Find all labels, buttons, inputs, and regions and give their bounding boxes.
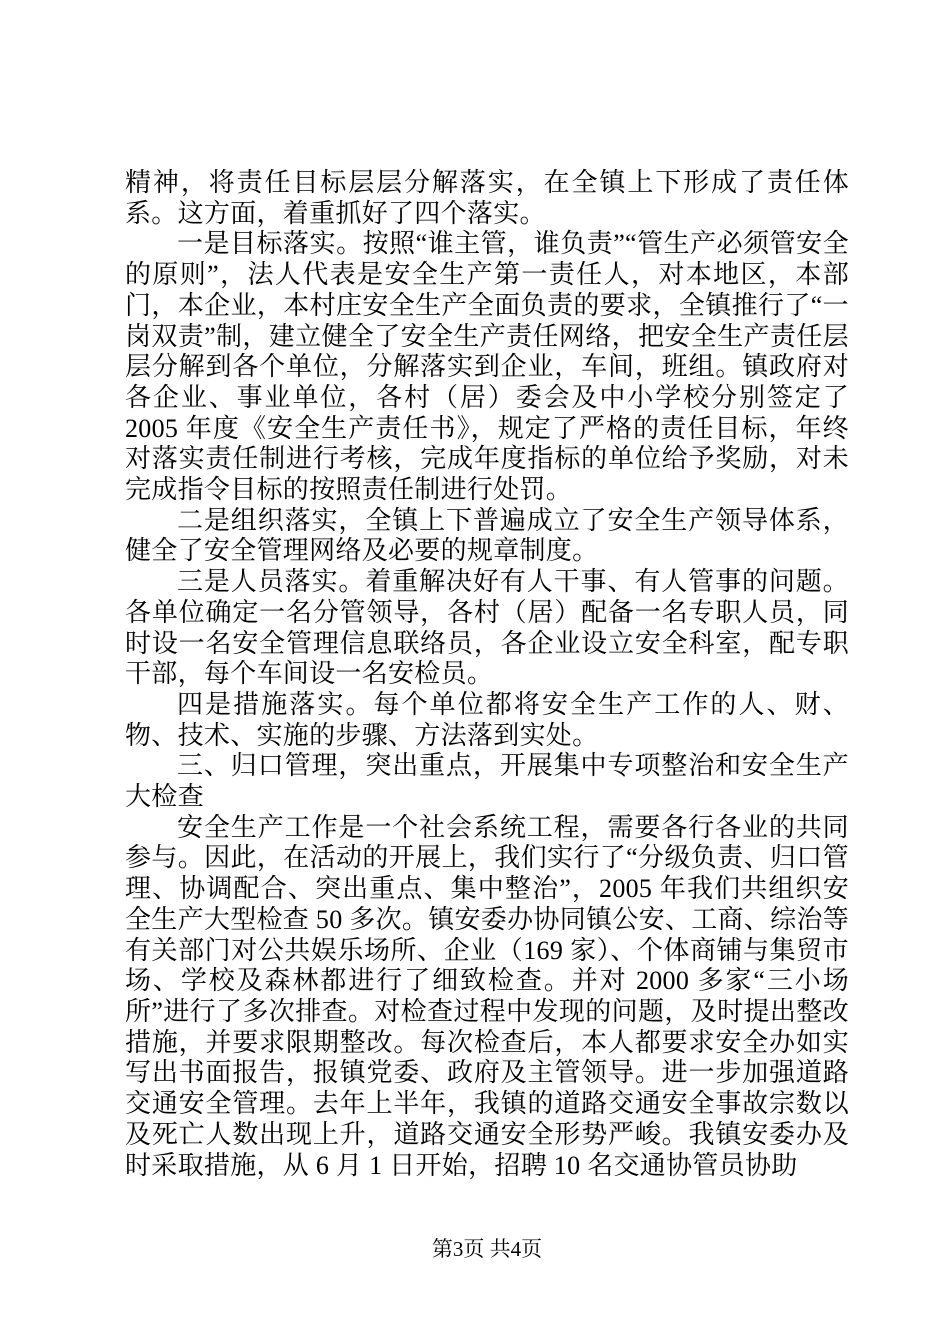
paragraph-measures-implementation: 四是措施落实。每个单位都将安全生产工作的人、财、物、技术、实施的步骤、方法落到实处。 (125, 689, 849, 750)
paragraph-personnel-implementation: 三是人员落实。着重解决好有人干事、有人管事的问题。各单位确定一名分管领导，各村（居）配备一名专职人员，同时设一名安全管理信息联络员，各企业设立安全科室，配专职干部，每个车间设一名安检员。 (125, 567, 849, 689)
section-heading-three: 三、归口管理，突出重点，开展集中专项整治和安全生产大检查 (125, 751, 849, 812)
paragraph-inspection-campaign: 安全生产工作是一个社会系统工程，需要各行各业的共同参与。因此，在活动的开展上，我们实行了“分级负责、归口管理、协调配合、突出重点、集中整治”，2005 年我们共组织安全生产大型检查 50 多次。镇安委办协同镇公安、工商、综治等有关部门对公共娱乐场所、企业（169 家）、个体商铺与集贸市场、学校及森林都进行了细致检查。并对 2000 多家“三小场所”进行了多次排查。对检查过程中发现的问题，及时提出整改措施，并要求限期整改。每次检查后，本人都要求安全办如实写出书面报告，报镇党委、政府及主管领导。进一步加强道路交通安全管理。去年上半年，我镇的道路交通安全事故宗数以及死亡人数出现上升，道路交通安全形势严峻。我镇安委办及时采取措施，从 6 月 1 日开始，招聘 10 名交通协管员协助 (125, 812, 850, 1180)
document-body (125, 168, 849, 1181)
paragraph-continuation: 精神，将责任目标层层分解落实，在全镇上下形成了责任体系。这方面，着重抓好了四个落实。 (125, 168, 849, 228)
page-number-footer: 第3页 共4页 (431, 1237, 543, 1261)
paragraph-goal-implementation: 一是目标落实。按照“谁主管，谁负责”“管生产必须管安全的原则”，法人代表是安全生产第一责任人，对本地区，本部门，本企业，本村庄安全生产全面负责的要求，全镇推行了“一岗双责”制，建立健全了安全生产责任网络，把安全生产责任层层分解到各个单位，分解落实到企业，车间，班组。镇政府对各企业、事业单位，各村（居）委会及中小学校分别签定了 2005 年度《安全生产责任书》，规定了严格的责任目标，年终对落实责任制进行考核，完成年度指标的单位给予奖励，对未完成指令目标的按照责任制进行处罚。 (125, 229, 849, 505)
paragraph-organization-implementation: 二是组织落实，全镇上下普遍成立了安全生产领导体系，健全了安全管理网络及必要的规章制度。 (125, 505, 849, 566)
